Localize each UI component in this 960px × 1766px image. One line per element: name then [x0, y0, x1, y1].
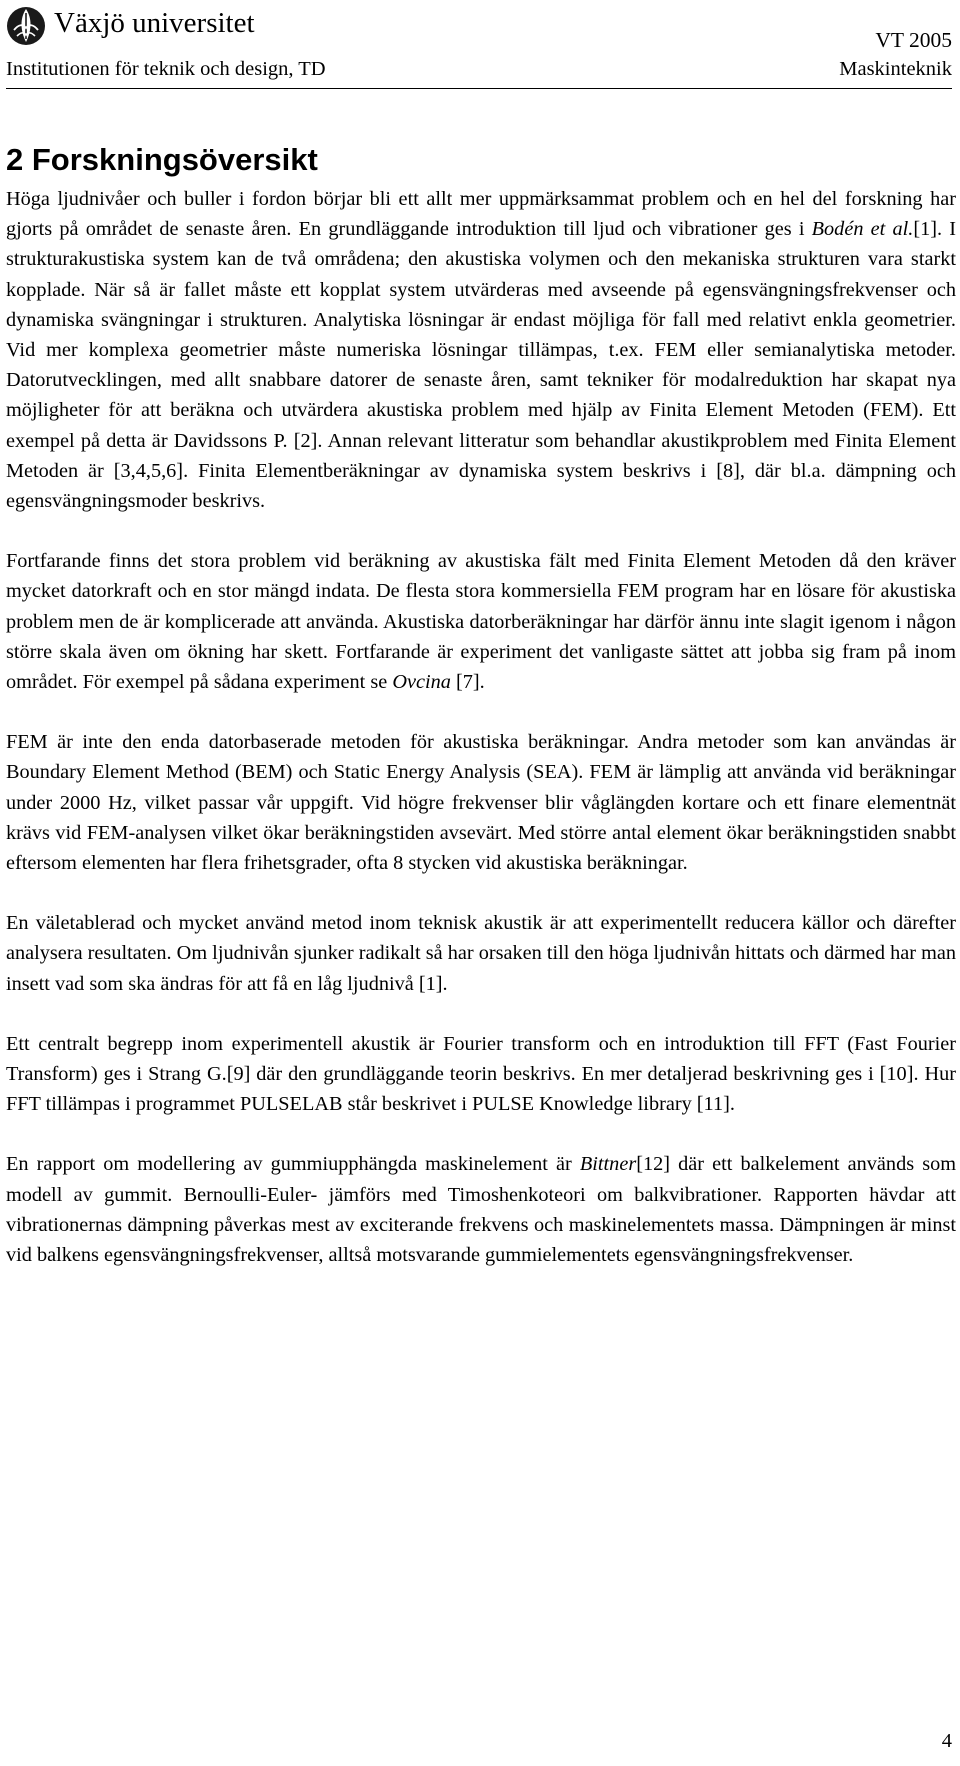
body-paragraph: [6, 1029, 956, 1120]
paragraph-text: En väletablerad och mycket använd metod inom teknisk akustik är att experimentellt reducera källor och därefter analysera resultaten. Om ljudnivån sjunker radikalt så har orsaken till den höga ljudnivån hittats och därmed har man insett vad som ska ändras för att få en låg ljudnivå [1].: [6, 912, 956, 995]
body-paragraph: [6, 184, 956, 516]
department-label: Maskinteknik: [839, 58, 952, 80]
italic-reference: Bodén et al.: [811, 218, 914, 241]
institution-label: Institutionen för teknik och design, TD: [6, 58, 326, 80]
paragraph-text: [12] där ett balkelement används som modell av gummit. Bernoulli-Euler- jämförs med Timoshenkoteori om balkvibrationer. Rapporten hävdar att vibrationernas dämpning påverkas mest av exciterande frekvens och maskinelementets massa. Dämpningen är minst vid balkens egensvängningsfrekvenser, alltså motsvarande gummielementets egensvängningsfrekvenser.: [6, 1153, 957, 1267]
paragraph-text: FEM är inte den enda datorbaserade metoden för akustiska beräkningar. Andra metoder som kan användas är Boundary Element Method (BEM) och Static Energy Analysis (SEA). FEM är lämplig att använda vid beräkningar under 2000 Hz, vilket passar vår uppgift. Vid högre frekvenser blir våglängden kortare och ett finare elementnät krävs vid FEM-analysen vilket ökar beräkningstiden avsevärt. Med större antal element ökar beräkningstiden snabbt eftersom elementen har flera frihetsgrader, ofta 8 stycken vid akustiska beräkningar.: [6, 731, 956, 875]
paragraph-text: Ett centralt begrepp inom experimentell akustik är Fourier transform och en introduktion till FFT (Fast Fourier Transform) ges i Strang G.[9] där den grundläggande teorin beskrivs. En mer detaljerad beskrivning ges i [10]. Hur FFT tillämpas i programmet PULSELAB står beskrivet i PULSE Knowledge library [11].: [6, 1032, 956, 1116]
university-logo: [6, 2, 255, 50]
header-divider: [6, 88, 952, 89]
university-logo-icon: [6, 4, 46, 48]
paragraph-text: [1]. I strukturakustiska system kan de två områdena; den akustiska volymen och den mekaniska strukturen vara starkt kopplade. När så är fallet måste ett kopplat system utvärderas med avseende på egensvängningsfrekvenser och dynamiska svängningar i strukturen. Analytiska lösningar är endast möjliga för fall med relativt enkla geometrier. Vid mer komplexa geometrier måste numeriska lösningar tillämpas, t.ex. FEM eller semianalytiska metoder. Datorutvecklingen, med allt snabbare datorer de senaste åren, samt tekniker för modalreduktion har skapat nya möjligheter för att beräkna och utvärdera akustiska problem med hjälp av Finita Element Metoden (FEM). Ett exempel på detta är Davidssons P. [2]. Annan relevant litteratur som behandlar akustikproblem med Finita Element Metoden är [3,4,5,6]. Finita Elementberäkningar av dynamiska system beskrivs i [8], där bl.a. dämpning och egensvängningsmoder beskrivs.: [6, 218, 957, 513]
page-header: [6, 0, 952, 100]
paragraph-text: Höga ljudnivåer och buller i fordon börjar bli ett allt mer uppmärksammat problem och en hel del forskning har gjorts på området de senaste åren. En grundläggande introduktion till ljud och vibrationer ges i: [6, 188, 956, 241]
paragraph-text: [7].: [450, 671, 485, 694]
italic-reference: Ovcina: [392, 671, 451, 694]
section-title: 2 Forskningsöversikt: [6, 142, 318, 177]
italic-reference: Bittner: [579, 1153, 637, 1176]
paragraph-list: [6, 184, 956, 1270]
body-paragraph: [6, 727, 956, 878]
paragraph-text: Fortfarande finns det stora problem vid beräkning av akustiska fält med Finita Element Metoden då den kräver mycket datorkraft och en stor mängd indata. De flesta stora kommersiella FEM program har en lösare för akustiska problem men de är komplicerade att använda. Akustiska datorberäkningar har därför ännu inte slagit igenom i någon större skala även om ökning har skett. Fortfarande är experiment det vanligaste sättet att jobba sig fram på inom området. För exempel på sådana experiment se: [6, 550, 956, 694]
body-paragraph: [6, 546, 956, 697]
paragraph-text: En rapport om modellering av gummiupphängda maskinelement är: [6, 1153, 580, 1176]
term-label: VT 2005: [875, 28, 952, 52]
page-number: 4: [941, 1730, 952, 1752]
university-name: Växjö universitet: [54, 6, 255, 39]
body-paragraph: [6, 1149, 956, 1270]
body-paragraph: [6, 908, 956, 999]
document-body: [6, 140, 956, 1300]
